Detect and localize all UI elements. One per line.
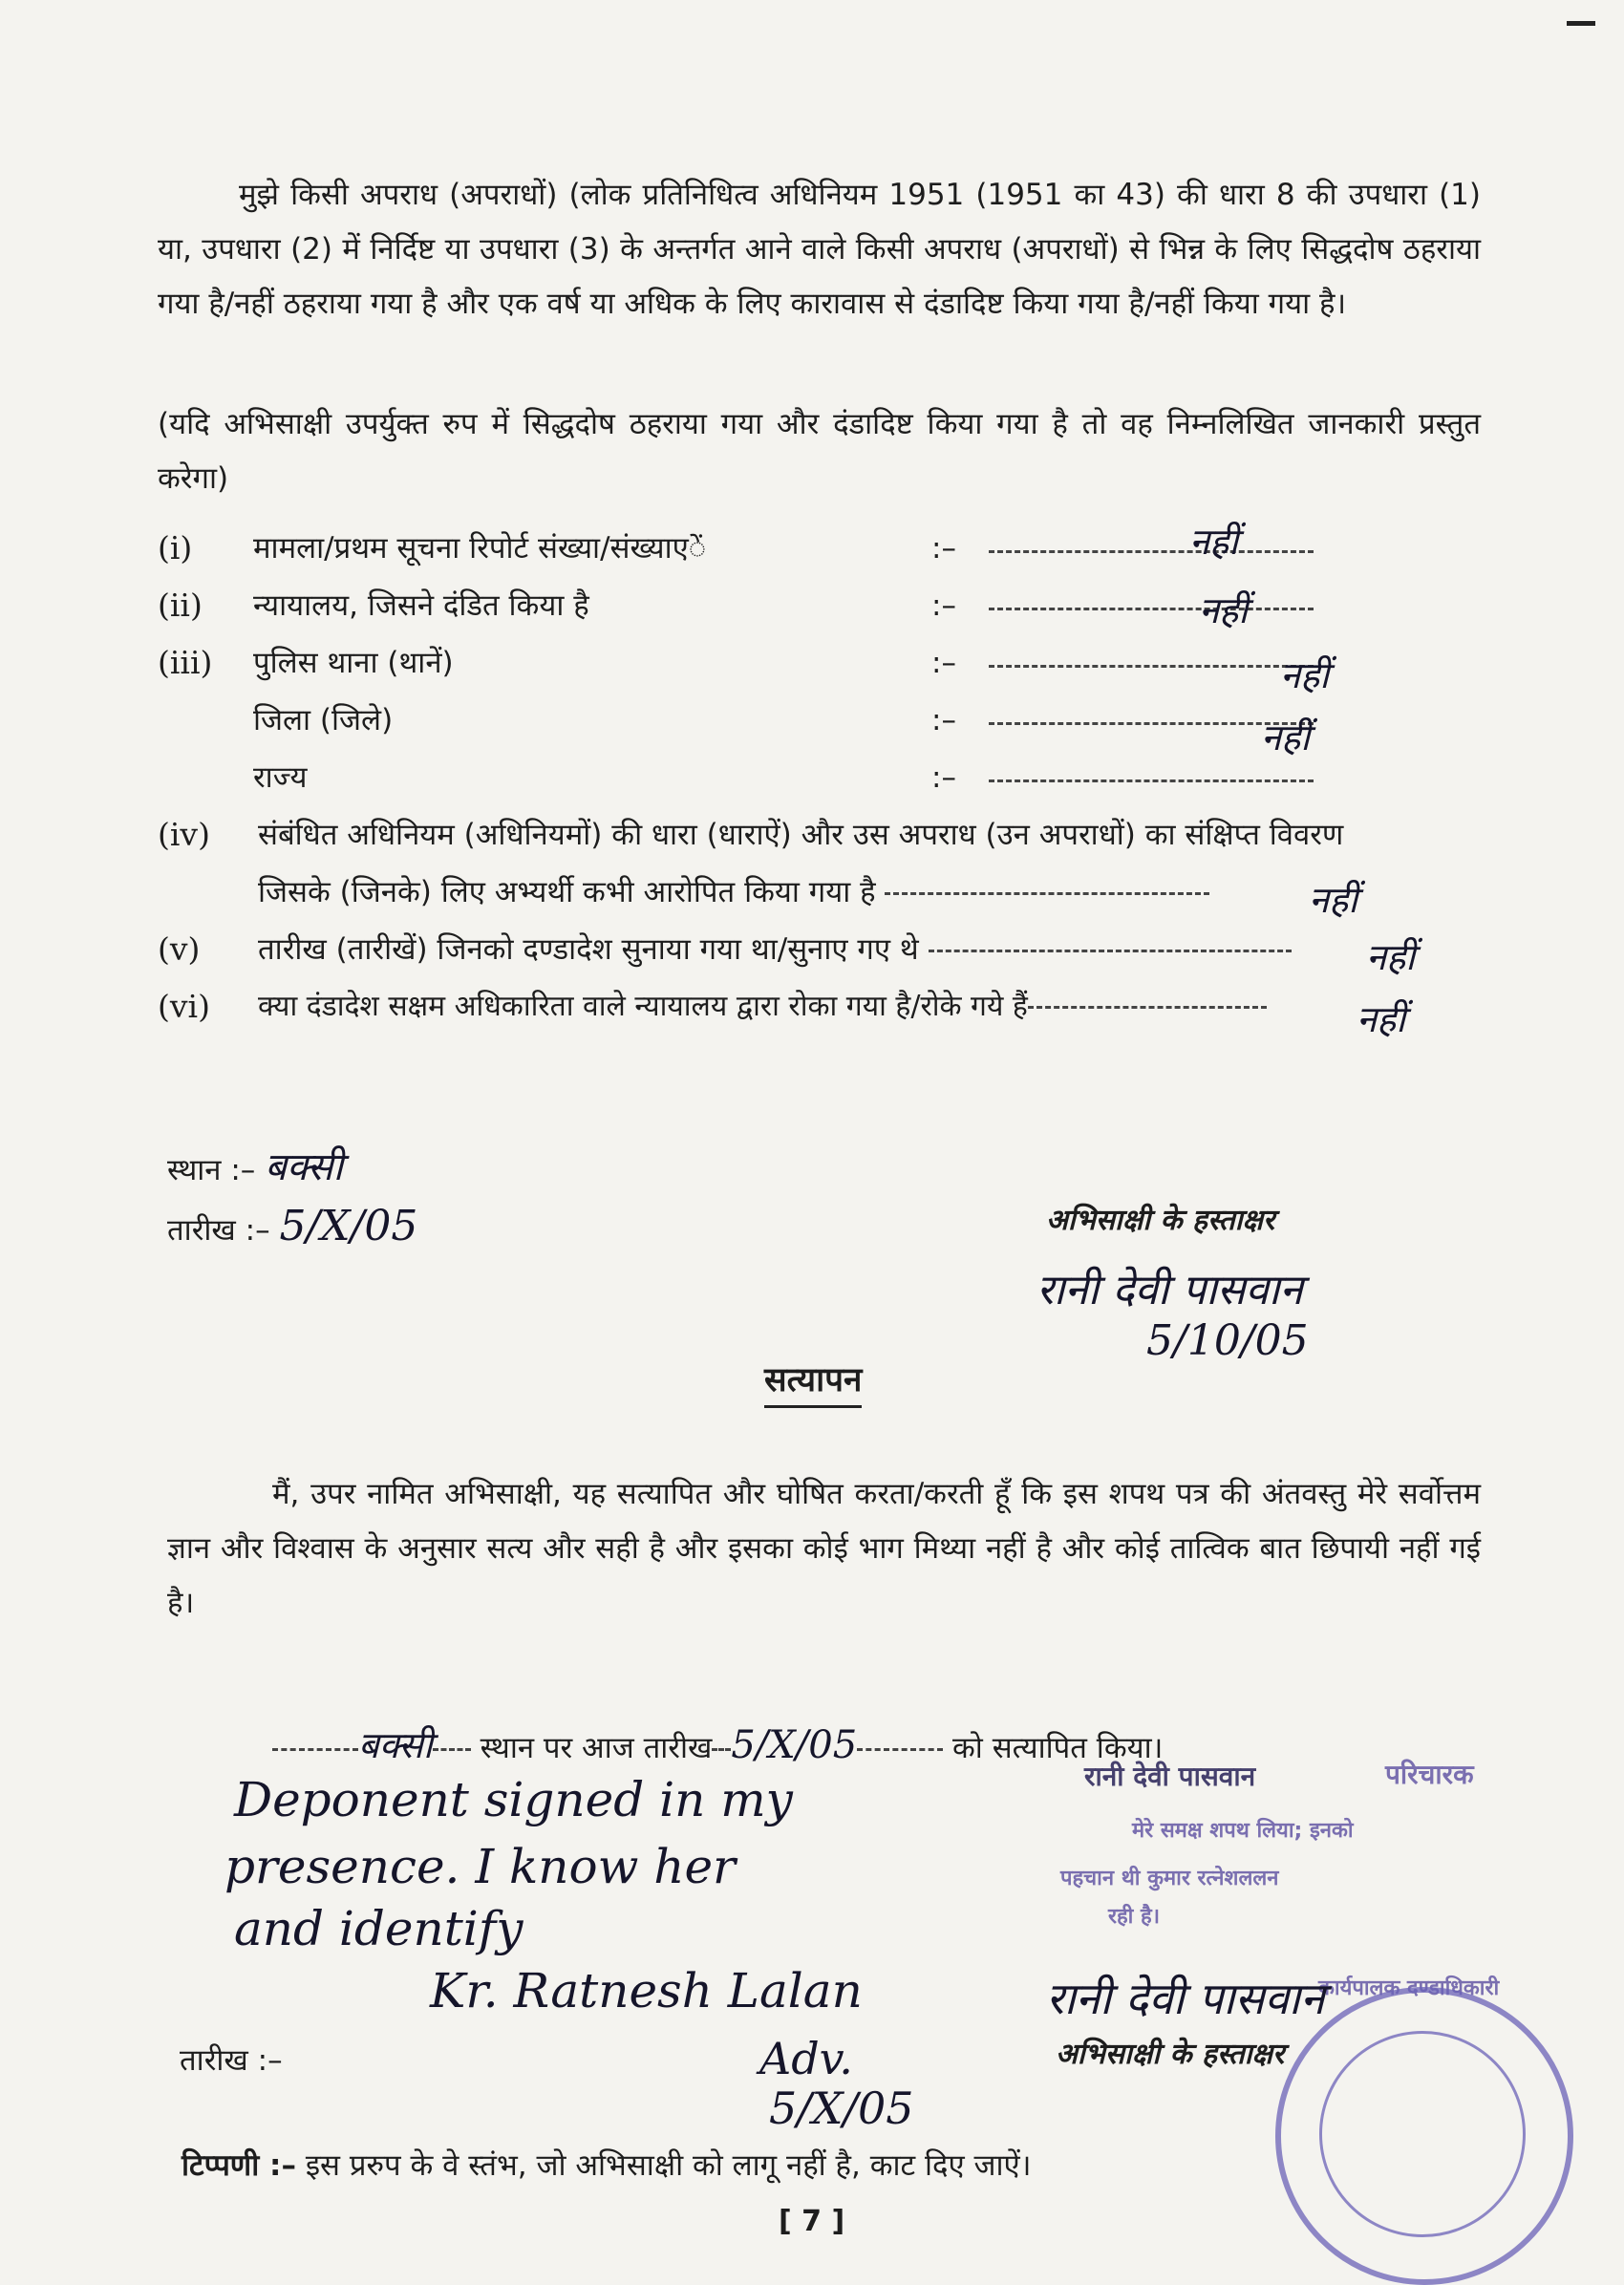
item-number: (v) — [158, 930, 201, 968]
seal-emblem — [1319, 2031, 1526, 2237]
verification-heading: सत्यापन — [764, 1356, 862, 1408]
item-colon: :– — [931, 588, 956, 623]
endorsement-advocate-name: Kr. Ratnesh Lalan — [430, 1963, 863, 2018]
page-edge-mark — [1567, 21, 1595, 26]
paragraph-verification: मैं, उपर नामित अभिसाक्षी, यह सत्यापित और घोषित करता/करती हूँ कि इस शपथ पत्र की अंतवस्तु मेरे सर्वोत्तम ज्ञान और विश्वास के अनुसार सत्य और सही है और इसका कोई भाग मिथ्या नहीं है और कोई तात्विक बात छिपायी नहीं गई है। — [167, 1477, 1481, 1620]
stamp-title: परिचारक — [1385, 1759, 1474, 1790]
item-label: तारीख (तारीखें) जिनको दण्डादेश सुनाया गया था/सुनाए गए थे — [258, 929, 1292, 971]
deponent-signature: रानी देवी पासवान — [1036, 1266, 1303, 1314]
blank-line — [989, 779, 1314, 782]
item-label: राज्य — [253, 760, 308, 795]
handwritten-answer: नहीं — [1280, 654, 1330, 696]
stamp-line-end: रही है। — [1108, 1905, 1161, 1929]
date-field-2: तारीख :– — [180, 2043, 283, 2078]
stamp-line-oath: मेरे समक्ष शपथ लिया; इनको — [1132, 1819, 1354, 1843]
verification-line — [272, 1719, 1163, 1769]
endorsement-line-1: Deponent signed in my — [234, 1772, 793, 1827]
handwritten-answer: नहीं — [1199, 589, 1249, 631]
item-colon: :– — [931, 703, 956, 737]
item-label: संबंधित अधिनियम (अधिनियमों) की धारा (धाराऐं) और उस अपराध (उन अपराधों) का संक्षिप्त विवरण — [258, 818, 1344, 852]
paragraph-instruction: (यदि अभिसाक्षी उपर्युक्त रुप में सिद्धदोष ठहराया गया और दंडादिष्ट किया गया है तो वह निम्नलिखित जानकारी प्रस्तुत करेगा) — [158, 407, 1481, 496]
page-number: [ 7 ] — [779, 2205, 845, 2238]
stamp-line-identify: पहचान थी कुमार रत्नेशललन — [1060, 1867, 1279, 1890]
stamp-deponent-name: रानी देवी पासवान — [1084, 1761, 1256, 1792]
item-colon: :– — [931, 646, 956, 680]
endorsement-date: 5/X/05 — [769, 2082, 914, 2134]
verify-text-1: स्थान पर आज तारीख — [480, 1731, 713, 1765]
date-label: तारीख :– — [167, 1213, 270, 1248]
item-label: मामला/प्रथम सूचना रिपोर्ट संख्या/संख्याएें — [253, 531, 707, 566]
item-number: (ii) — [158, 587, 203, 624]
stamp-officer: कार्यपालक दण्डाधिकारी — [1318, 1976, 1500, 2000]
item-label-line2: जिसके (जिनके) लिए अभ्यर्थी कभी आरोपित किया गया है — [258, 871, 1209, 913]
verify-text-2: को सत्यापित किया। — [952, 1731, 1164, 1765]
deponent-signature-2: रानी देवी पासवान — [1046, 1973, 1325, 2024]
blank-line — [989, 608, 1314, 610]
item-label: जिला (जिले) — [253, 703, 394, 737]
item-label: क्या दंडादेश सक्षम अधिकारिता वाले न्यायालय द्वारा रोका गया है/रोके गये हैं — [258, 986, 1267, 1028]
endorsement-adv: Adv. — [759, 2033, 853, 2084]
date-value: 5/X/05 — [279, 1202, 418, 1250]
place-field — [167, 1146, 343, 1191]
item-label: न्यायालय, जिसने दंडित किया है — [253, 588, 589, 623]
blank-line — [989, 665, 1314, 668]
handwritten-answer: नहीं — [1309, 879, 1358, 921]
item-number: (iii) — [158, 644, 213, 681]
place-label: स्थान :– — [167, 1153, 256, 1187]
deponent-signature-date: 5/10/05 — [1146, 1316, 1309, 1365]
blank-line — [989, 550, 1314, 553]
deponent-signature-label: अभिसाक्षी के हस्ताक्षर — [1046, 1204, 1275, 1237]
item-label: पुलिस थाना (थानें) — [253, 646, 454, 680]
footnote — [182, 2145, 1031, 2185]
verify-date-value: 5/X/05 — [731, 1723, 858, 1767]
handwritten-answer: नहीं — [1261, 716, 1311, 758]
paragraph-conviction: मुझे किसी अपराध (अपराधों) (लोक प्रतिनिधित्व अधिनियम 1951 (1951 का 43) की धारा 8 की उपधारा (1) या, उपधारा (2) में निर्दिष्ट या उपधारा (3) के अन्तर्गत आने वाले किसी अपराध (अपराधों) से भिन्न के लिए सिद्धदोष ठहराया गया है/नहीं ठहराया गया है और एक वर्ष या अधिक के लिए कारावास से दंडादिष्ट किया गया है/नहीं किया गया है। — [158, 178, 1481, 321]
deponent-signature-label-2: अभिसाक्षी के हस्ताक्षर — [1056, 2038, 1285, 2071]
verify-place-value: बक्सी — [358, 1724, 433, 1766]
date-field — [167, 1202, 418, 1251]
item-colon: :– — [931, 760, 956, 795]
item-colon: :– — [931, 531, 956, 566]
handwritten-answer: नहीं — [1189, 521, 1239, 563]
footnote-label: टिप्पणी :– — [182, 2148, 296, 2183]
endorsement-line-3: and identify — [234, 1901, 524, 1956]
item-number: (i) — [158, 529, 193, 566]
official-seal — [1275, 1987, 1573, 2285]
footnote-text: इस प्ररुप के वे स्तंभ, जो अभिसाक्षी को लागू नहीं है, काट दिए जाऐं। — [305, 2148, 1032, 2183]
endorsement-line-2: presence. I know her — [224, 1839, 736, 1894]
item-number: (iv) — [158, 816, 210, 853]
place-value: बक्सी — [265, 1145, 343, 1189]
handwritten-answer: नहीं — [1366, 936, 1416, 978]
handwritten-answer: नहीं — [1357, 998, 1406, 1040]
item-number: (vi) — [158, 988, 210, 1025]
